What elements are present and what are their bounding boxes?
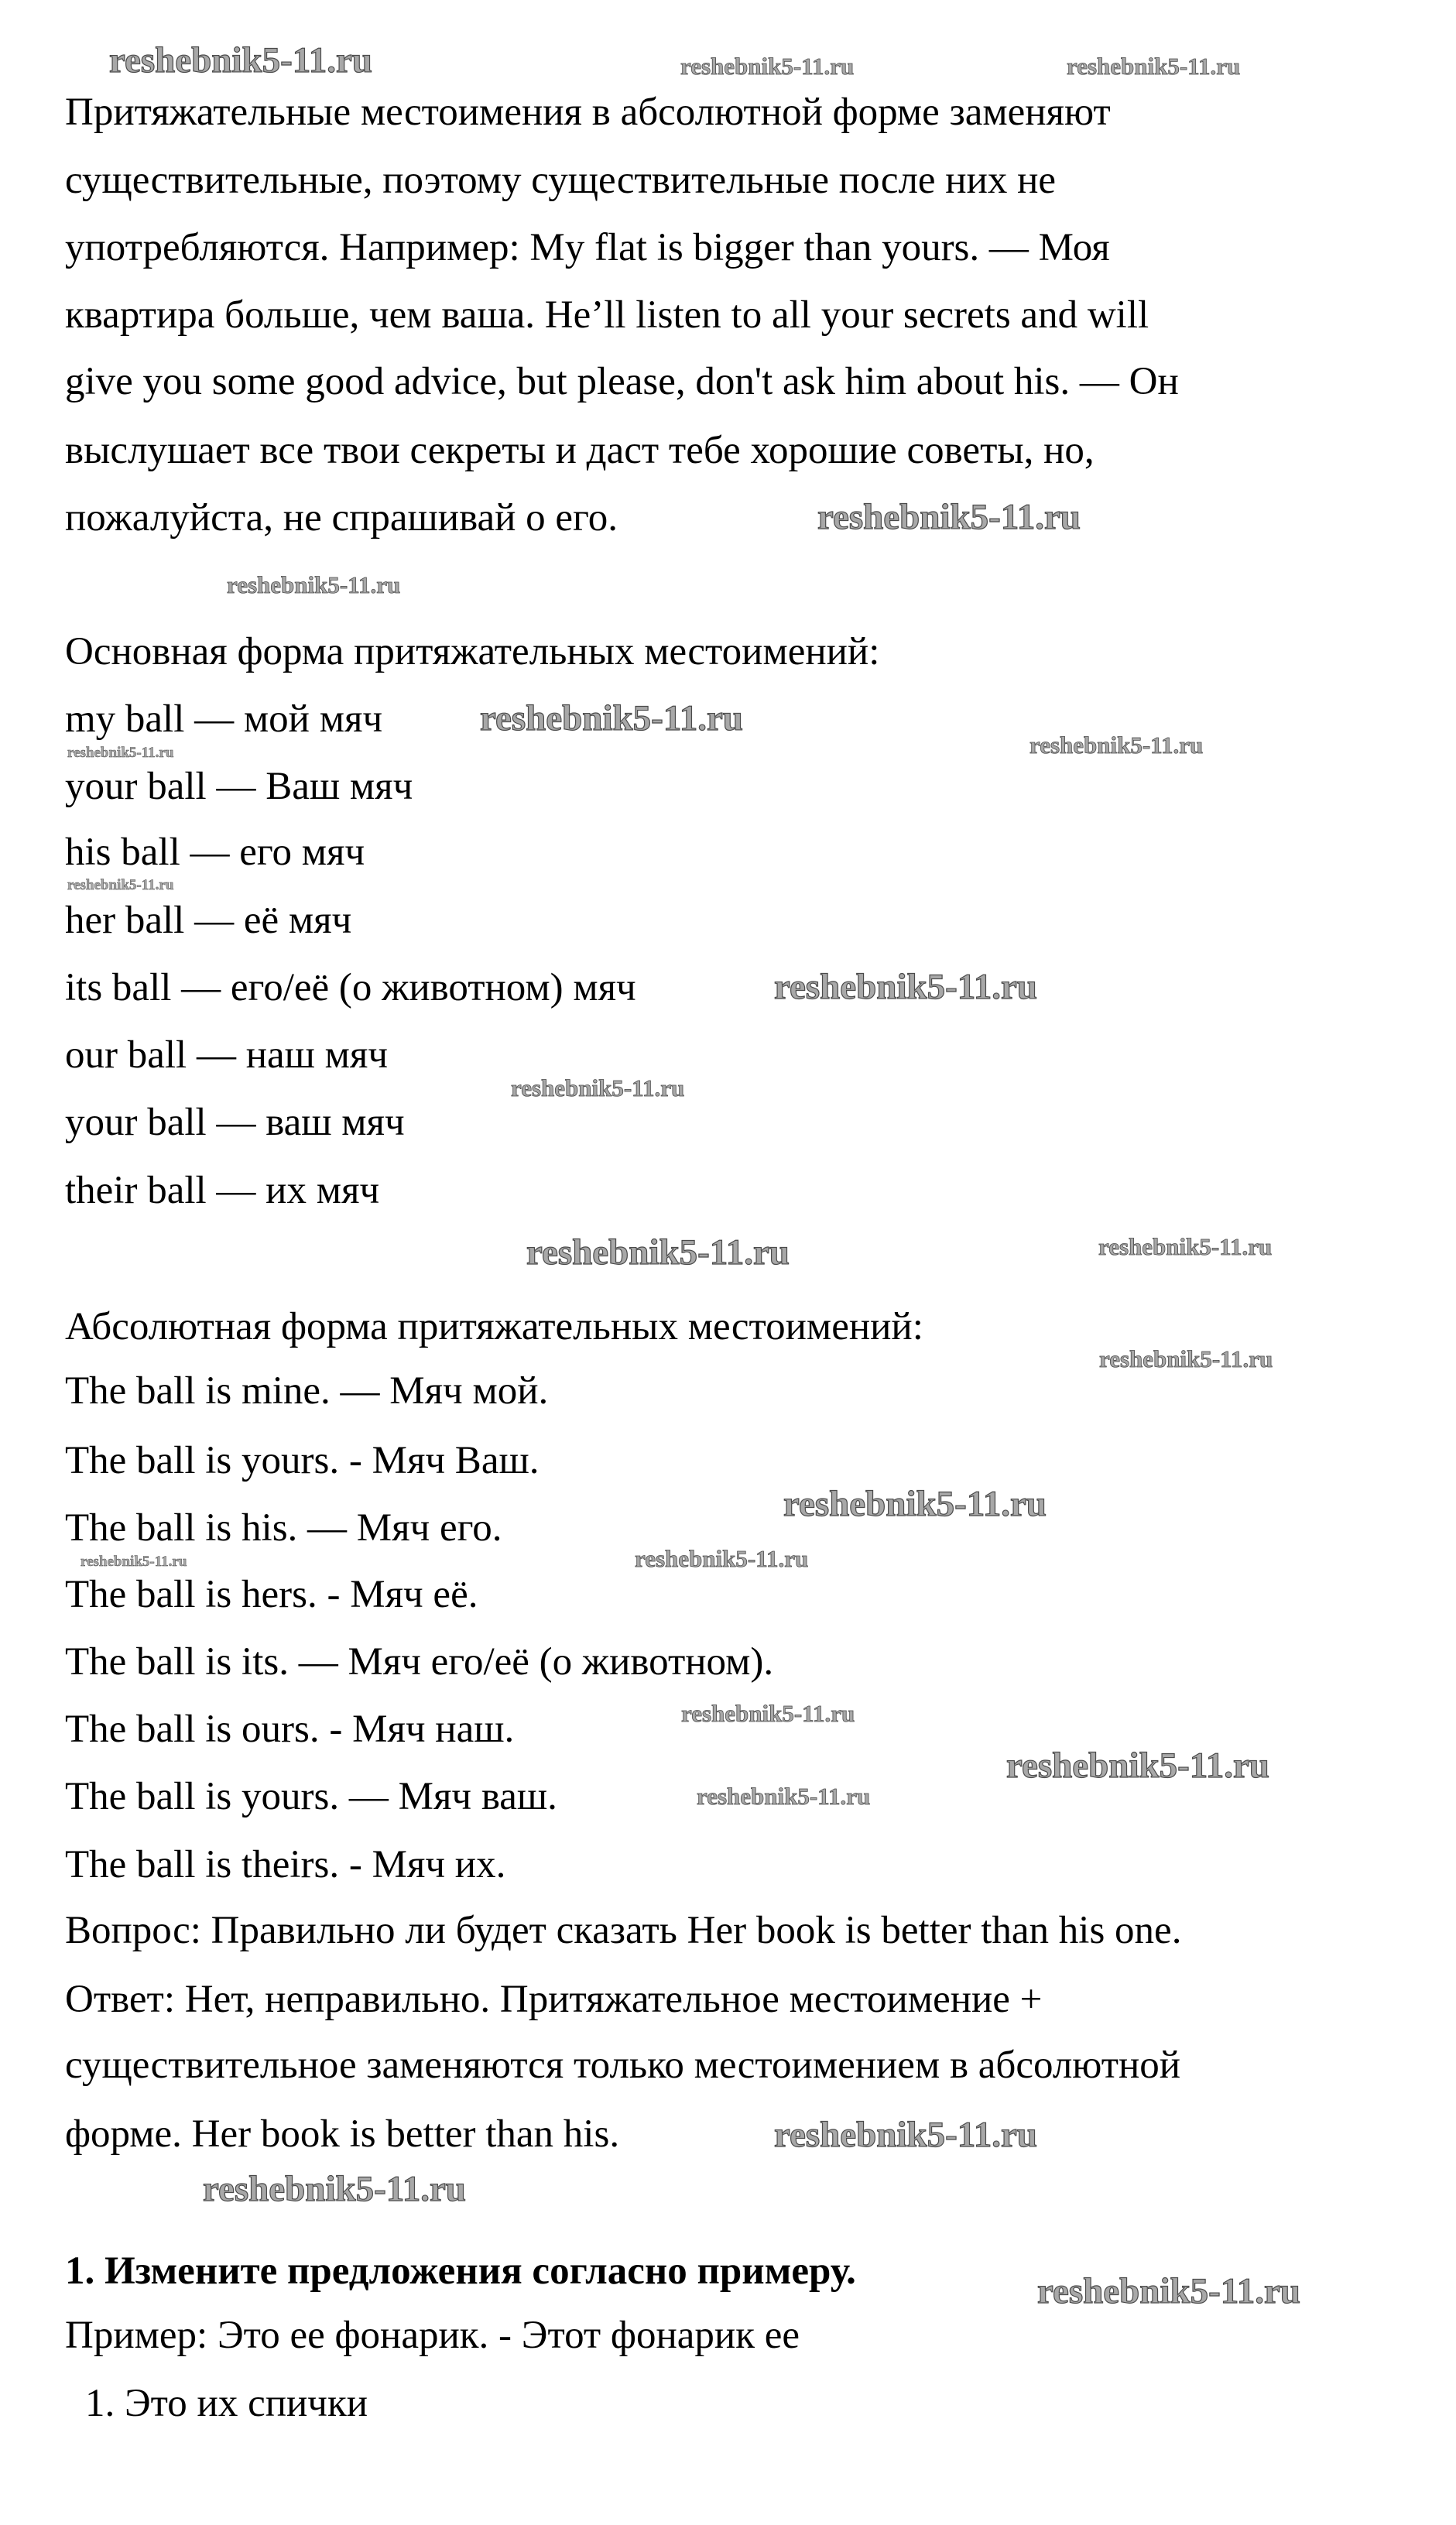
watermark: reshebnik5-11.ru — [774, 967, 1037, 1007]
intro-line: выслушает все твои секреты и даст тебе хорошие советы, но, — [65, 429, 1095, 472]
intro-line: Притяжательные местоимения в абсолютной форме заменяют — [65, 91, 1111, 134]
intro-line: give you some good advice, but please, don't ask him about his. — Он — [65, 360, 1179, 403]
watermark: reshebnik5-11.ru — [109, 40, 372, 81]
intro-line: квартира больше, чем ваша. He’ll listen to all your secrets and will — [65, 293, 1149, 337]
exercise-example: Пример: Это ее фонарик. - Этот фонарик ее — [65, 2314, 800, 2357]
watermark: reshebnik5-11.ru — [817, 497, 1081, 537]
basic-form-item: its ball — его/её (о животном) мяч — [65, 966, 636, 1009]
absolute-form-item: The ball is its. — Мяч его/её (о животном). — [65, 1640, 774, 1684]
absolute-form-item: The ball is hers. - Мяч её. — [65, 1573, 478, 1616]
watermark: reshebnik5-11.ru — [635, 1545, 809, 1572]
absolute-form-item: The ball is yours. - Мяч Ваш. — [65, 1439, 540, 1482]
watermark: reshebnik5-11.ru — [680, 53, 855, 80]
basic-form-item: your ball — Ваш мяч — [65, 765, 413, 808]
watermark: reshebnik5-11.ru — [81, 1554, 187, 1570]
watermark: reshebnik5-11.ru — [681, 1700, 855, 1727]
intro-line: употребляются. Например: My flat is bigger than yours. — Моя — [65, 226, 1110, 269]
basic-form-item: their ball — их мяч — [65, 1169, 380, 1212]
watermark: reshebnik5-11.ru — [526, 1232, 790, 1273]
exercise-heading: 1. Измените предложения согласно примеру. — [65, 2249, 856, 2293]
watermark: reshebnik5-11.ru — [1006, 1746, 1269, 1786]
watermark: reshebnik5-11.ru — [480, 698, 743, 738]
watermark: reshebnik5-11.ru — [1029, 731, 1204, 759]
absolute-form-item: The ball is theirs. - Мяч их. — [65, 1843, 506, 1886]
absolute-form-item: The ball is ours. - Мяч наш. — [65, 1708, 515, 1751]
answer-line: форме. Her book is better than his. — [65, 2112, 620, 2156]
watermark: reshebnik5-11.ru — [697, 1783, 871, 1810]
watermark: reshebnik5-11.ru — [227, 571, 401, 598]
watermark: reshebnik5-11.ru — [67, 745, 174, 761]
watermark: reshebnik5-11.ru — [774, 2115, 1037, 2155]
basic-form-item: her ball — её мяч — [65, 899, 352, 942]
watermark: reshebnik5-11.ru — [1099, 1345, 1273, 1372]
watermark: reshebnik5-11.ru — [1067, 53, 1241, 80]
intro-line: существительные, поэтому существительные после них не — [65, 159, 1057, 202]
basic-form-item: our ball — наш мяч — [65, 1033, 389, 1077]
absolute-form-item: The ball is mine. — Мяч мой. — [65, 1369, 549, 1413]
exercise-item: 1. Это их спички — [85, 2382, 368, 2425]
absolute-form-heading: Абсолютная форма притяжательных местоимений: — [65, 1305, 923, 1348]
intro-line: пожалуйста, не спрашивай о его. — [65, 496, 618, 540]
basic-form-item: my ball — мой мяч — [65, 697, 383, 741]
absolute-form-item: The ball is yours. — Мяч ваш. — [65, 1775, 557, 1818]
question-line: Вопрос: Правильно ли будет сказать Her book is better than his one. — [65, 1909, 1182, 1952]
basic-form-heading: Основная форма притяжательных местоимений: — [65, 630, 880, 673]
answer-line: существительное заменяются только местоимением в абсолютной — [65, 2044, 1181, 2087]
basic-form-item: your ball — ваш мяч — [65, 1101, 405, 1144]
watermark: reshebnik5-11.ru — [67, 877, 174, 893]
watermark: reshebnik5-11.ru — [511, 1074, 685, 1101]
absolute-form-item: The ball is his. — Мяч его. — [65, 1506, 502, 1550]
watermark: reshebnik5-11.ru — [1098, 1233, 1273, 1260]
watermark: reshebnik5-11.ru — [1037, 2271, 1300, 2311]
watermark: reshebnik5-11.ru — [203, 2169, 466, 2209]
basic-form-item: his ball — его мяч — [65, 831, 365, 874]
watermark: reshebnik5-11.ru — [783, 1484, 1047, 1524]
answer-line: Ответ: Нет, неправильно. Притяжательное местоимение + — [65, 1978, 1043, 2021]
